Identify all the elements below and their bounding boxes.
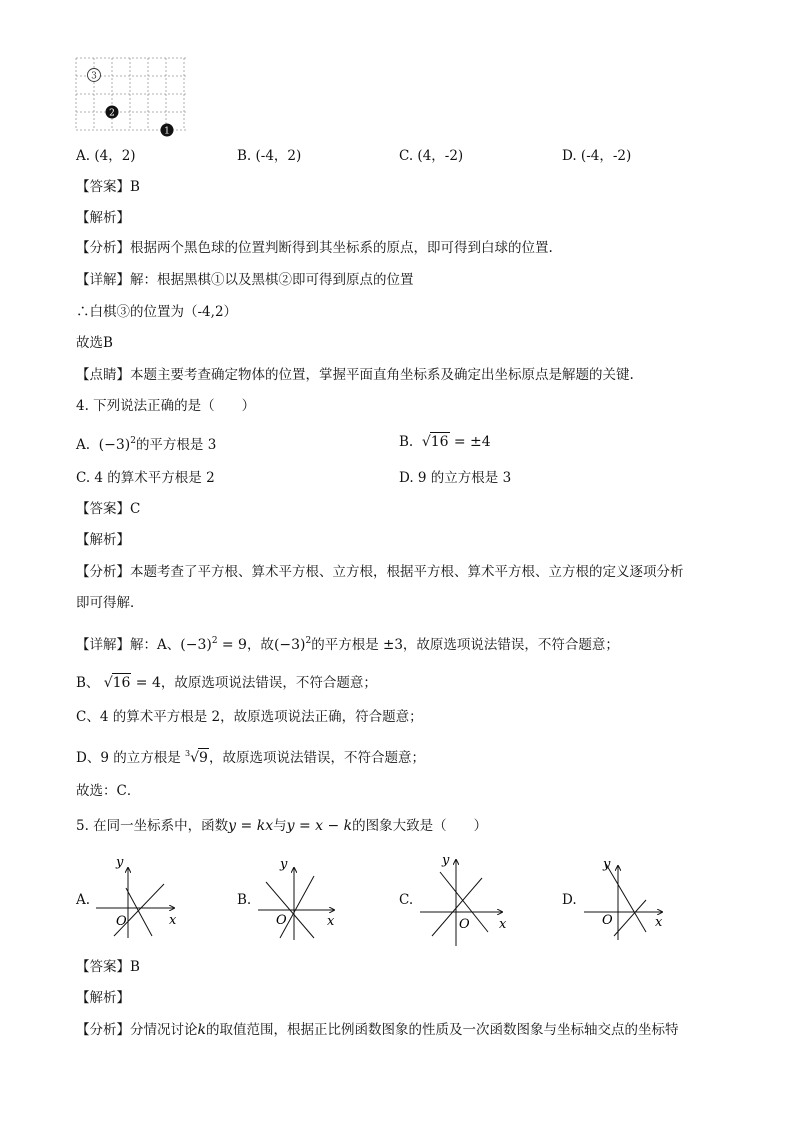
q4-detail-a: 【详解】解：A、$(-3)^2 = 9$，故$(-3)^2$的平方根是 ±3，故原选项说法错误，不符合题意； [76, 636, 619, 653]
q4-detail-b: B、 √16 = 4，故原选项说法错误，不符合题意； [76, 675, 377, 691]
svg-text:O: O [602, 913, 613, 928]
q5-graph-d [580, 854, 670, 944]
q3-answer: 【答案】B [76, 179, 140, 195]
q3-comment: 【点睛】本题主要考查确定物体的位置，掌握平面直角坐标系及确定出坐标原点是解题的关键. [76, 367, 634, 383]
q3-analysis-heading: 【解析】 [76, 210, 130, 226]
q5-graph-b [254, 854, 349, 944]
q5-fenxi: 【分析】分情况讨论k的取值范围，根据正比例函数图象的性质及一次函数图象与坐标轴交点的坐标特 [76, 1022, 679, 1038]
q3-choose: 故选B [76, 335, 113, 351]
q5-graph-d-label: D. [562, 892, 577, 908]
svg-text:3: 3 [91, 71, 97, 82]
q4-fenxi-line2: 即可得解． [76, 595, 144, 611]
q4-detail-d: D、9 的立方根是 $^3$√9，故原选项说法错误，不符合题意； [76, 749, 425, 766]
q5-analysis-heading: 【解析】 [76, 990, 130, 1006]
q3-fenxi: 【分析】根据两个黑色球的位置判断得到其坐标系的原点，即可得到白球的位置. [76, 240, 553, 256]
q3-option-b: B. (-4，2) [237, 148, 302, 164]
q4-option-d: D. 9 的立方根是 3 [399, 470, 512, 486]
svg-text:y: y [603, 857, 611, 872]
svg-text:y: y [442, 853, 450, 868]
q4-option-c: C. 4 的算术平方根是 2 [76, 470, 215, 486]
black-stone-2 [106, 106, 119, 119]
q5-graph-a [92, 854, 187, 944]
go-board-figure [74, 56, 194, 138]
svg-text:O: O [459, 917, 470, 932]
q4-analysis-heading: 【解析】 [76, 532, 130, 548]
svg-text:y: y [116, 855, 124, 870]
q5-graph-c-label: C. [399, 892, 414, 908]
q5-graph-a-label: A. [76, 892, 91, 908]
q4-stem: 4. 下列说法正确的是（ ） [76, 398, 256, 414]
q3-option-d: D. (-4，-2) [562, 148, 632, 164]
q3-detail: 【详解】解：根据黑棋①以及黑棋②即可得到原点的位置 [76, 272, 414, 288]
q5-graph-b-label: B. [237, 892, 252, 908]
q3-option-a: A. (4，2) [76, 148, 136, 164]
black-stone-1 [161, 124, 174, 137]
svg-text:x: x [499, 917, 507, 932]
svg-text:x: x [327, 914, 335, 929]
svg-text:O: O [116, 914, 127, 929]
q4-option-a: A. $(-3)^2$的平方根是 3 [76, 436, 217, 453]
q4-answer: 【答案】C [76, 501, 141, 517]
svg-text:x: x [169, 913, 177, 928]
q5-answer: 【答案】B [76, 959, 140, 975]
svg-text:2: 2 [109, 108, 115, 119]
q4-option-b: B. √16 = ±4 [399, 434, 491, 450]
q5-stem: 5. 在同一坐标系中，函数y = kx与y = x − k的图象大致是（ ） [76, 818, 488, 834]
q3-therefore: ∴白棋③的位置为（-4,2） [76, 304, 238, 320]
q5-graph-c [416, 850, 516, 950]
q4-detail-c: C、4 的算术平方根是 2，故原选项说法正确，符合题意； [76, 709, 423, 725]
svg-text:O: O [276, 913, 287, 928]
svg-text:x: x [655, 915, 663, 930]
q4-choose: 故选：C． [76, 783, 141, 799]
svg-text:1: 1 [164, 126, 170, 137]
white-stone-3 [88, 69, 101, 82]
svg-text:y: y [280, 857, 288, 872]
q3-option-c: C. (4，-2) [399, 148, 464, 164]
q4-fenxi-line1: 【分析】本题考查了平方根、算术平方根、立方根，根据平方根、算术平方根、立方根的定义逐项分析 [76, 564, 684, 580]
